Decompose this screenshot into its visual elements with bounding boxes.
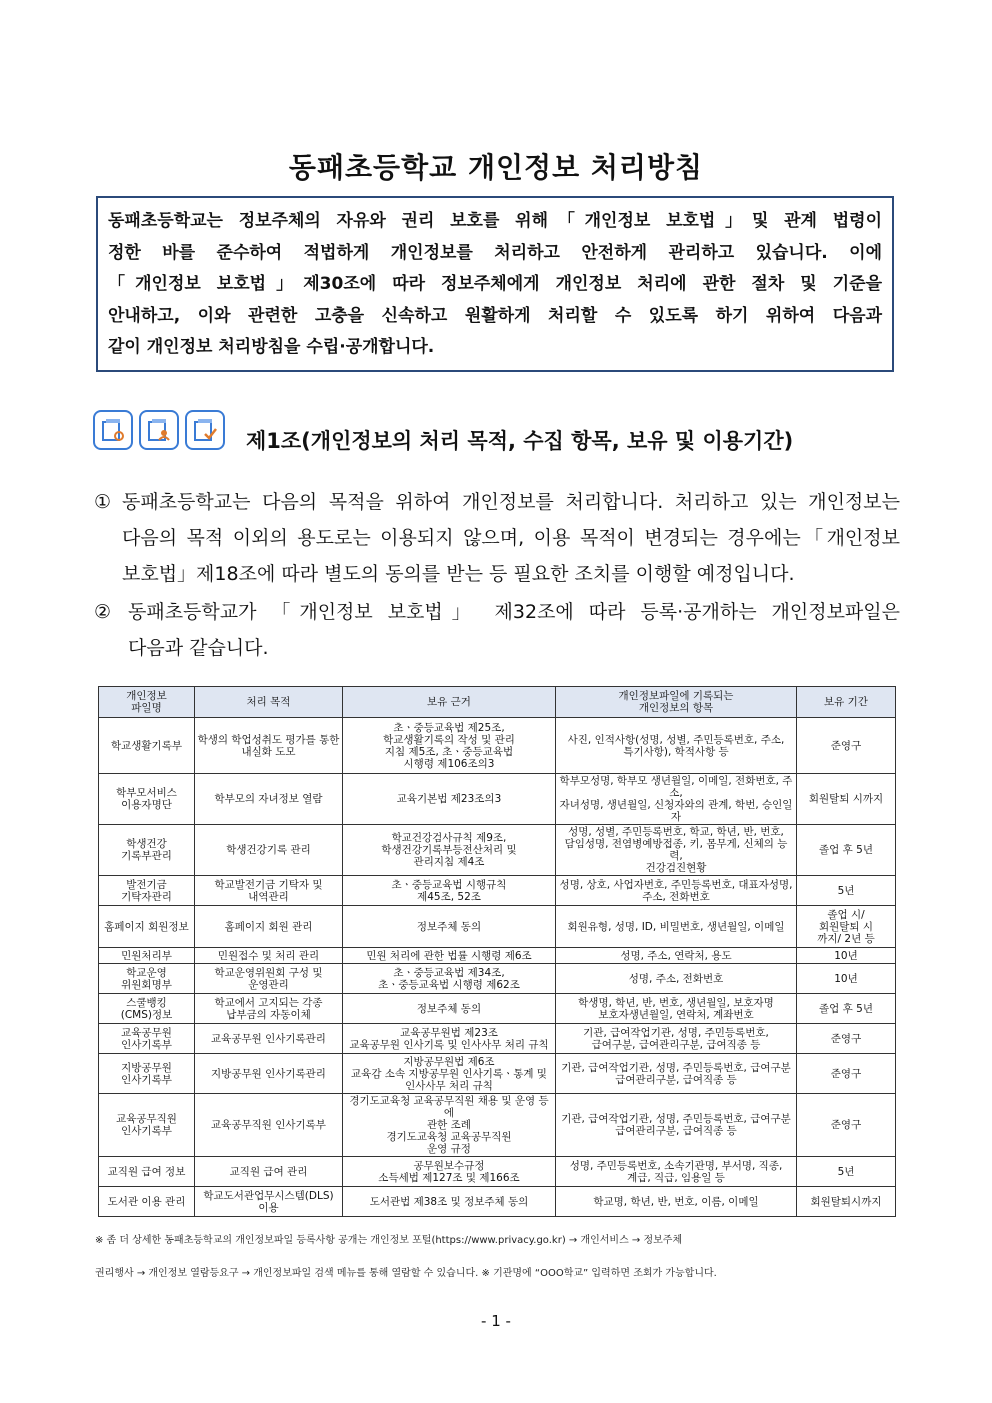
table-row xyxy=(99,876,896,906)
table-header-cell xyxy=(797,687,896,718)
table-cell: 홈페이지 회원 관리 xyxy=(195,906,343,948)
paragraph-number: ① xyxy=(94,491,112,513)
table-cell: 준영구 xyxy=(797,1054,896,1094)
table-cell: 학교명, 학년, 반, 번호, 이름, 이메일 xyxy=(556,1187,797,1217)
table-cell: 기관, 급여작업기관, 성명, 주민등록번호, 급여구분 급여관리구분, 급여직종 등 xyxy=(556,1054,797,1094)
table-header-cell xyxy=(195,687,343,718)
intro-line: 정한 바를 준수하여 적법하게 개인정보를 처리하고 안전하게 관리하고 있습니다. 이에 xyxy=(108,242,882,263)
footnote-line: ※ 좀 더 상세한 동패초등학교의 개인정보파일 등록사항 공개는 개인정보 포털(https://www.privacy.go.kr) → 개인서비스 → 정보주체 xyxy=(95,1235,683,1246)
intro-line: 「개인정보 보호법」제30조에 따라 정보주체에게 개인정보 처리에 관한 절차 및 기준을 xyxy=(108,274,882,294)
header-text: 개인정보 파일명 xyxy=(126,690,167,714)
table-cell: 회원탈퇴시까지 xyxy=(797,1187,896,1217)
table-cell: 초ㆍ중등교육법 제25조, 학교생활기록의 작성 및 관리 지침 제5조, 초ㆍ중등교육법 시행령 제106조의3 xyxy=(343,718,556,774)
table-cell: 사진, 인적사항(성명, 성별, 주민등록번호, 주소, 특기사항), 학적사항 등 xyxy=(556,718,797,774)
table-cell: 기관, 급여작업기관, 성명, 주민등록번호, 급여구분, 급여관리구분, 급여직종 등 xyxy=(556,1024,797,1054)
table-cell: 교육공무직원 인사기록부 xyxy=(99,1094,195,1157)
table-cell: 학생건강 기록부관리 xyxy=(99,825,195,876)
table-row xyxy=(99,1054,896,1094)
table-cell: 교직원 급여 관리 xyxy=(195,1157,343,1187)
header-text: 보유 근거 xyxy=(427,696,471,708)
paragraph-number: ② xyxy=(94,601,112,623)
table-row xyxy=(99,964,896,994)
table-cell: 교육공무원 인사기록관리 xyxy=(195,1024,343,1054)
table-cell: 지방공무원법 제6조 교육감 소속 지방공무원 인사기록ㆍ통계 및 인사사무 처리 규칙 xyxy=(343,1054,556,1094)
table-row xyxy=(99,948,896,964)
table-cell: 교육기본법 제23조의3 xyxy=(343,774,556,825)
table-row xyxy=(99,774,896,825)
table-cell: 학부모서비스 이용자명단 xyxy=(99,774,195,825)
table-cell: 교직원 급여 정보 xyxy=(99,1157,195,1187)
table-cell: 성명, 주소, 전화번호 xyxy=(556,964,797,994)
table-cell: 졸업 후 5년 xyxy=(797,825,896,876)
table-cell: 경기도교육청 교육공무직원 채용 및 운영 등에 관한 조례 경기도교육청 교육공무직원 운영 규정 xyxy=(343,1094,556,1157)
intro-line: 같이 개인정보 처리방침을 수립·공개합니다. xyxy=(108,337,435,357)
table-cell: 회원탈퇴 시까지 xyxy=(797,774,896,825)
table-cell: 정보주체 동의 xyxy=(343,906,556,948)
page-title: 동패초등학교 개인정보 처리방침 xyxy=(288,151,704,184)
table-cell: 정보주체 동의 xyxy=(343,994,556,1024)
table-cell: 준영구 xyxy=(797,1094,896,1157)
header-text: 보유 기간 xyxy=(824,696,868,708)
table-cell: 성명, 성별, 주민등록번호, 학교, 학년, 반, 번호, 담임성명, 전염병예방접종, 키, 몸무게, 신체의 능력, 건강검진현황 xyxy=(556,825,797,876)
table-cell: 초ㆍ중등교육법 시행규칙 제45조, 52조 xyxy=(343,876,556,906)
paragraph-line: 다음과 같습니다. xyxy=(128,637,269,659)
table-cell: 교육공무원 인사기록부 xyxy=(99,1024,195,1054)
table-cell: 학생의 학업성취도 평가를 통한 내실화 도모 xyxy=(195,718,343,774)
paragraph-line: 동패초등학교가 「개인정보 보호법」 제32조에 따라 등록·공개하는 개인정보파일은 xyxy=(128,601,900,623)
table-cell: 준영구 xyxy=(797,718,896,774)
table-cell: 지방공무원 인사기록부 xyxy=(99,1054,195,1094)
personal-info-files-table xyxy=(98,686,896,1217)
table-cell: 도서관법 제38조 및 정보주체 동의 xyxy=(343,1187,556,1217)
table-cell: 도서관 이용 관리 xyxy=(99,1187,195,1217)
table-cell: 교육공무직원 인사기록부 xyxy=(195,1094,343,1157)
paragraph-line: 다음의 목적 이외의 용도로는 이용되지 않으며, 이용 목적이 변경되는 경우에는「개인정보 xyxy=(122,527,900,549)
table-cell: 기관, 급여작업기관, 성명, 주민등록번호, 급여구분 급여관리구분, 급여직종 등 xyxy=(556,1094,797,1157)
table-cell: 학교발전기금 기탁자 및 내역관리 xyxy=(195,876,343,906)
table-row xyxy=(99,718,896,774)
table-cell: 학교운영위원회 구성 및 운영관리 xyxy=(195,964,343,994)
intro-line: 동패초등학교는 정보주체의 자유와 권리 보호를 위해「개인정보 보호법」및 관계 법령이 xyxy=(108,211,882,231)
table-cell: 초ㆍ중등교육법 제34조, 초ㆍ중등교육법 시행령 제62조 xyxy=(343,964,556,994)
paragraph-line: 보호법」제18조에 따라 별도의 동의를 받는 등 필요한 조치를 이행할 예정입니다. xyxy=(122,563,795,585)
table-row xyxy=(99,825,896,876)
table-cell: 학교에서 고지되는 각종 납부금의 자동이체 xyxy=(195,994,343,1024)
table-cell: 교육공무원법 제23조 교육공무원 인사기록 및 인사사무 처리 규칙 xyxy=(343,1024,556,1054)
table-row xyxy=(99,1157,896,1187)
table-cell: 성명, 주소, 연락처, 용도 xyxy=(556,948,797,964)
table-header-cell xyxy=(556,687,797,718)
table-header-row xyxy=(99,687,896,718)
table-row xyxy=(99,1024,896,1054)
table-cell: 민원 처리에 관한 법률 시행령 제6조 xyxy=(343,948,556,964)
document-check-icon xyxy=(185,410,225,450)
table-cell: 학생명, 학년, 반, 번호, 생년월일, 보호자명 보호자생년월일, 연락처, 계좌번호 xyxy=(556,994,797,1024)
table-cell: 성명, 주민등록번호, 소속기관명, 부서명, 직종, 계급, 직급, 임용일 등 xyxy=(556,1157,797,1187)
header-text: 처리 목적 xyxy=(246,696,291,708)
table-cell: 졸업 후 5년 xyxy=(797,994,896,1024)
table-cell: 공무원보수규정 소득세법 제127조 및 제166조 xyxy=(343,1157,556,1187)
table-cell: 10년 xyxy=(797,964,896,994)
table-cell: 졸업 시/ 회원탈퇴 시 까지/ 2년 등 xyxy=(797,906,896,948)
intro-box xyxy=(96,196,894,372)
table-cell: 민원접수 및 처리 관리 xyxy=(195,948,343,964)
table-cell: 스쿨뱅킹 (CMS)정보 xyxy=(99,994,195,1024)
table-cell: 홈페이지 회원정보 xyxy=(99,906,195,948)
table-cell: 학부모의 자녀정보 열람 xyxy=(195,774,343,825)
table-row xyxy=(99,906,896,948)
table-cell: 회원유형, 성명, ID, 비밀번호, 생년월일, 이메일 xyxy=(556,906,797,948)
table-row xyxy=(99,1094,896,1157)
paragraph-line: 동패초등학교는 다음의 목적을 위하여 개인정보를 처리합니다. 처리하고 있는 개인정보는 xyxy=(122,491,900,513)
table-cell: 학교생활기록부 xyxy=(99,718,195,774)
table-cell: 학교운영 위원회명부 xyxy=(99,964,195,994)
table-header-cell xyxy=(343,687,556,718)
page-number: - 1 - xyxy=(481,1312,511,1330)
section-1-title: 제1조(개인정보의 처리 목적, 수집 항목, 보유 및 이용기간) xyxy=(246,429,794,453)
table-cell: 5년 xyxy=(797,1157,896,1187)
paragraph-1 xyxy=(94,484,900,592)
intro-line: 안내하고, 이와 관련한 고충을 신속하고 원활하게 처리할 수 있도록 하기 위하여 다음과 xyxy=(108,305,882,326)
table-cell: 민원처리부 xyxy=(99,948,195,964)
table-cell: 5년 xyxy=(797,876,896,906)
table-body xyxy=(99,718,896,1217)
table-cell: 10년 xyxy=(797,948,896,964)
table-header-cell xyxy=(99,687,195,718)
footnote-line: 권리행사 → 개인정보 열람등요구 → 개인정보파일 검색 메뉴를 통해 열람할 수 있습니다. ※ 기관명에 “OOO학교” 입력하면 조회가 가능합니다. xyxy=(95,1268,717,1279)
document-settings-icon xyxy=(93,410,133,450)
table-cell: 학교도서관업무시스템(DLS) 이용 xyxy=(195,1187,343,1217)
table-cell: 학생건강기록 관리 xyxy=(195,825,343,876)
table-cell: 준영구 xyxy=(797,1024,896,1054)
table-cell: 발전기금 기탁자관리 xyxy=(99,876,195,906)
section-icons xyxy=(93,410,225,450)
table-cell: 지방공무원 인사기록관리 xyxy=(195,1054,343,1094)
paragraph-2 xyxy=(94,594,900,666)
table-cell: 학부모성명, 학부모 생년월일, 이메일, 전화번호, 주소, 자녀성명, 생년월일, 신청자와의 관계, 학번, 승인일자 xyxy=(556,774,797,825)
table-cell: 학교건강검사규칙 제9조, 학생건강기록부등전산처리 및 관리지침 제4조 xyxy=(343,825,556,876)
table-row xyxy=(99,994,896,1024)
table-row xyxy=(99,1187,896,1217)
header-text: 개인정보파일에 기록되는 개인정보의 항목 xyxy=(618,690,734,714)
document-user-icon xyxy=(139,410,179,450)
table-cell: 성명, 상호, 사업자번호, 주민등록번호, 대표자성명, 주소, 전화번호 xyxy=(556,876,797,906)
